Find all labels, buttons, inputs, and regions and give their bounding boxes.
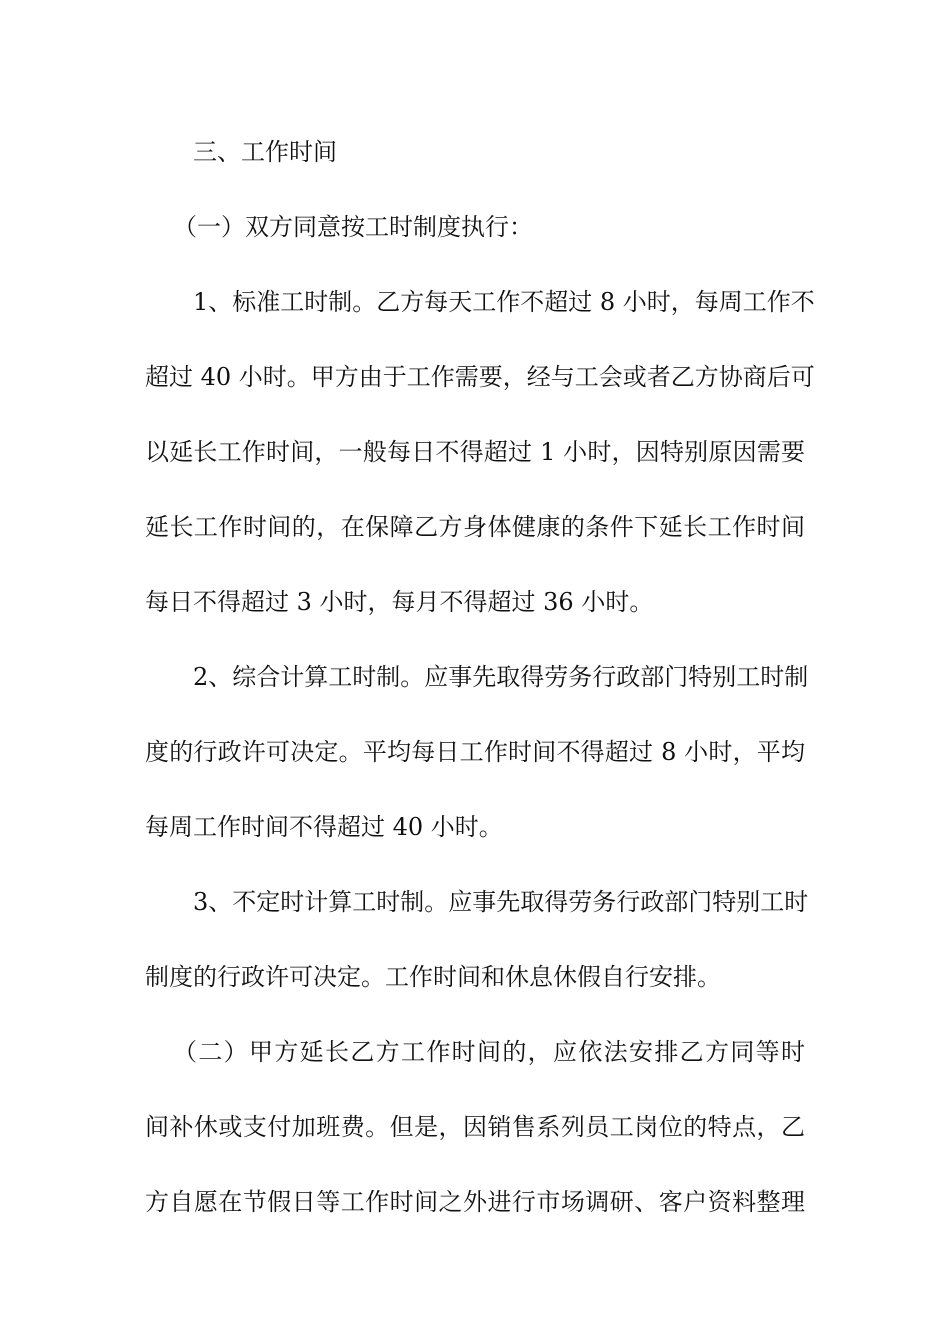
paragraph-line: 1、标准工时制。乙方每天工作不超过 8 小时，每周工作不 — [193, 288, 815, 316]
paragraph-line: 制度的行政许可决定。工作时间和休息休假自行安排。 — [145, 963, 721, 991]
paragraph-line: 方自愿在节假日等工作时间之外进行市场调研、客户资料整理 — [145, 1188, 805, 1216]
paragraph-line: 每日不得超过 3 小时，每月不得超过 36 小时。 — [145, 588, 654, 616]
paragraph-line: 度的行政许可决定。平均每日工作时间不得超过 8 小时，平均 — [145, 738, 805, 766]
paragraph-line: 以延长工作时间，一般每日不得超过 1 小时，因特别原因需要 — [145, 438, 805, 466]
paragraph-line: 每周工作时间不得超过 40 小时。 — [145, 813, 503, 841]
paragraph-line: （二）甲方延长乙方工作时间的，应依法安排乙方同等时 — [173, 1038, 805, 1066]
paragraph-line: 间补休或支付加班费。但是，因销售系列员工岗位的特点，乙 — [145, 1113, 805, 1141]
paragraph-line: 超过 40 小时。甲方由于工作需要，经与工会或者乙方协商后可 — [145, 363, 815, 391]
paragraph-line: 延长工作时间的，在保障乙方身体健康的条件下延长工作时间 — [145, 513, 805, 541]
section-heading: 三、工作时间 — [193, 138, 337, 166]
paragraph-line: 3、不定时计算工时制。应事先取得劳务行政部门特别工时 — [193, 888, 809, 916]
paragraph-line: 2、综合计算工时制。应事先取得劳务行政部门特别工时制 — [193, 663, 809, 691]
clause-heading: （一）双方同意按工时制度执行： — [173, 213, 533, 241]
